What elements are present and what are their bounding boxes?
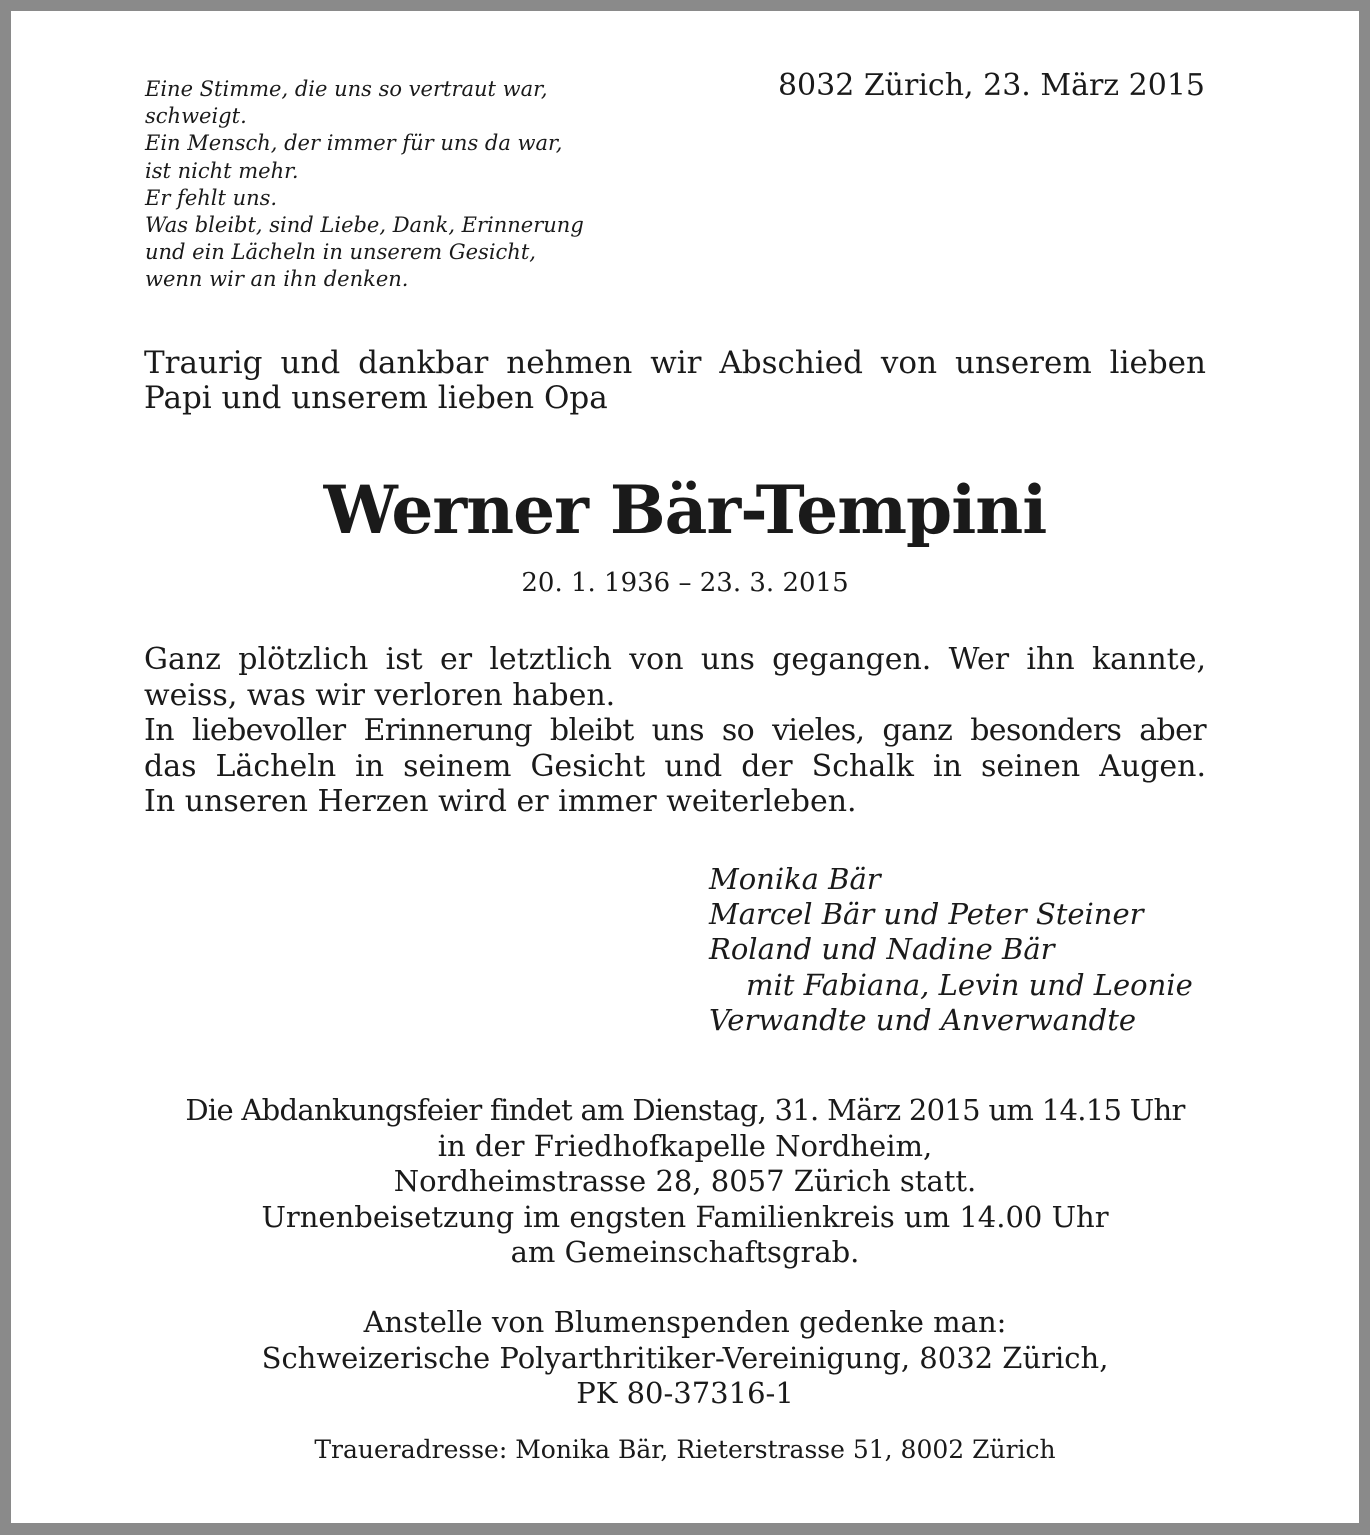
tribute-line: In liebevoller Erinnerung bleibt uns so vieles, ganz besonders aber [144,713,1206,748]
donation-notice [0,1305,1370,1412]
mourner-line: Roland und Nadine Bär [709,932,1055,967]
ceremony-line: Urnenbeisetzung im engsten Familienkreis um 14.00 Uhr [261,1199,1109,1234]
ceremony-line: in der Friedhofkapelle Nordheim, [437,1128,933,1163]
donation-line: PK 80-37316-1 [576,1376,794,1410]
verse-line: ist nicht mehr. [145,158,299,183]
deceased-name: Werner Bär-Tempini [323,471,1047,549]
verse-line: und ein Lächeln in unserem Gesicht, [145,240,536,265]
verse-line: Was bleibt, sind Liebe, Dank, Erinnerung [145,213,584,238]
mourners-list [709,862,1229,1038]
life-dates: 20. 1. 1936 – 23. 3. 2015 [521,568,849,598]
verse-line: Eine Stimme, die uns so vertraut war, [145,77,548,101]
tribute-paragraph [144,642,1206,820]
mourner-line: Verwandte und Anverwandte [709,1002,1137,1037]
tribute-line: Ganz plötzlich ist er letztlich von uns gegangen. Wer ihn kannte, [144,642,1206,677]
mourner-line: mit Fabiana, Levin und Leonie [746,967,1193,1002]
mourner-line: Monika Bär [709,862,881,896]
tribute-line: weiss, was wir verloren haben. [144,677,616,713]
verse-line: Ein Mensch, der immer für uns da war, [145,131,563,156]
tribute-line: In unseren Herzen wird er immer weiterleben. [144,784,857,819]
memorial-verse [145,76,705,294]
verse-line: wenn wir an ihn denken. [145,267,409,292]
mourning-address: Traueradresse: Monika Bär, Rieterstrasse 51, 8002 Zürich [314,1435,1056,1464]
place-and-date: 8032 Zürich, 23. März 2015 [777,68,1205,103]
tribute-line: das Lächeln in seinem Gesicht und der Schalk in seinen Augen. [144,748,1206,784]
intro-line: Papi und unserem lieben Opa [144,380,608,416]
verse-line: Er fehlt uns. [145,185,278,210]
intro-line: Traurig und dankbar nehmen wir Abschied von unserem lieben [144,345,1206,381]
donation-line: Schweizerische Polyarthritiker-Vereinigung, 8032 Zürich, [261,1340,1109,1375]
ceremony-line: am Gemeinschaftsgrab. [510,1235,860,1269]
ceremony-line: Die Abdankungsfeier findet am Dienstag, 31. März 2015 um 14.15 Uhr [185,1093,1185,1127]
donation-line: Anstelle von Blumenspenden gedenke man: [363,1305,1007,1339]
mourner-line: Marcel Bär und Peter Steiner [709,897,1144,932]
verse-line: schweigt. [145,104,247,129]
intro-paragraph [144,346,1206,416]
ceremony-line: Nordheimstrasse 28, 8057 Zürich statt. [393,1164,977,1198]
ceremony-details [0,1093,1370,1271]
